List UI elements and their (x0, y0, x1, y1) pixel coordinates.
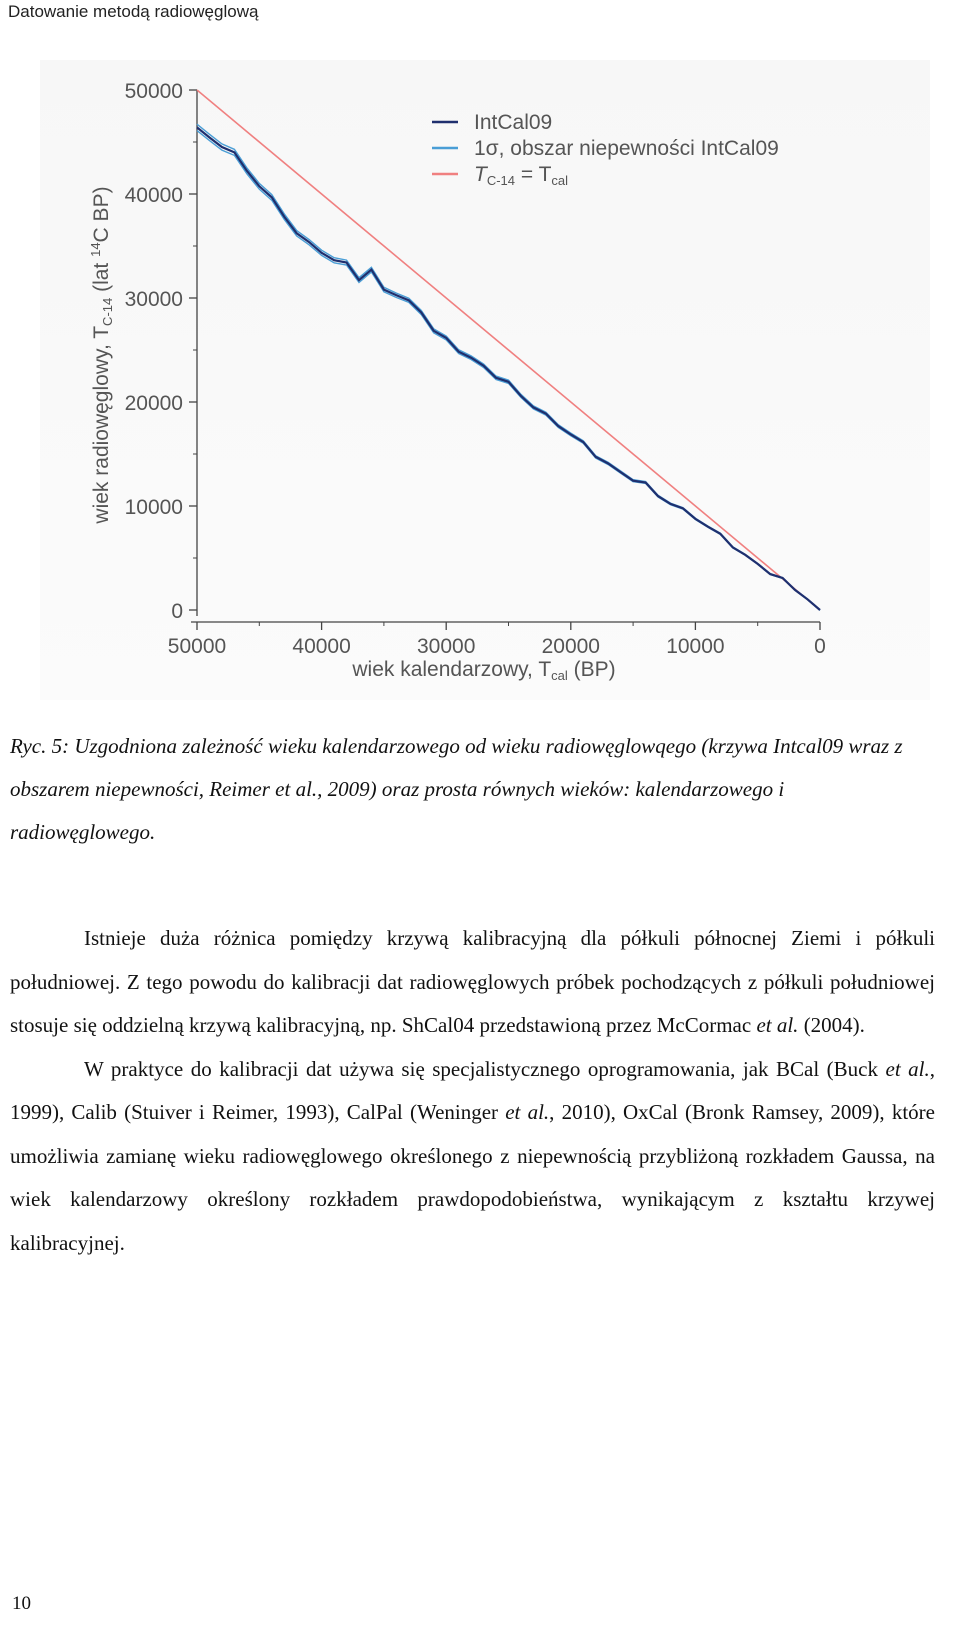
x-tick-label: 30000 (416, 635, 476, 658)
legend-label-intcal09: IntCal09 (474, 111, 553, 134)
y-tick-label: 30000 (124, 288, 183, 311)
x-axis-label: wiek kalendarzowy, Tcal (BP) (352, 658, 616, 683)
paragraph-2-text-c: , 2010), OxCal (Bronk Ramsey, 2009), które umożliwia zamianę wieku radiowęglowego określonego z niepewnością przybliżoną rozkładem Gaussa, na wiek kalendarzowy określony rozkładem prawdopodobieństwa, wynikającym z kształtu krzywej kalibracyjnej. (10, 1100, 935, 1255)
legend-label-uncertainty: 1σ, obszar niepewności IntCal09 (474, 137, 779, 160)
x-tick-label: 10000 (666, 635, 725, 658)
body-text (10, 917, 935, 1265)
paragraph-1-end: (2004). (798, 1013, 865, 1037)
paragraph-1-text: Istnieje duża różnica pomiędzy krzywą kalibracyjną dla półkuli północnej Ziemi i półkuli południowej. Z tego powodu do kalibracji dat radiowęglowych próbek pochodzących z półkuli południowej stosuje się oddzielną krzywą kalibracyjną, np. ShCal04 przedstawioną przez McCormac (10, 926, 935, 1037)
y-tick-label: 10000 (124, 496, 183, 519)
paragraph-1 (10, 917, 935, 1048)
y-tick-label: 20000 (124, 392, 183, 415)
et-al-italic: et al. (505, 1100, 550, 1124)
et-al-italic: et al. (756, 1013, 799, 1037)
et-al-italic: et al. (885, 1056, 930, 1081)
paragraph-2-text-a: W praktyce do kalibracji dat używa się specjalistycznego oprogramowania, jak BCal (Buck (84, 1056, 886, 1081)
y-tick-label: 40000 (124, 184, 183, 207)
y-tick-label: 50000 (124, 80, 183, 103)
y-axis-label: wiek radiowęglowy, TC-14 (lat $^{14}$C BP) (88, 186, 115, 524)
page-number: 10 (12, 1593, 31, 1614)
figure-caption: Ryc. 5: Uzgodniona zależność wieku kalendarzowego od wieku radiowęglowqego (krzywa Intcal09 wraz z obszarem niepewności, Reimer et al., 2009) oraz prosta równych wieków: kalendarzowego i radiowęglowego. (10, 734, 903, 844)
calibration-chart (0, 60, 960, 710)
paragraph-2-text-b: , 1999), Calib (Stuiver i Reimer, 1993), CalPal (Weninger (10, 1056, 935, 1124)
legend-label-equal-line: TC-14 = Tcal (474, 163, 569, 188)
calibration-figure (0, 60, 960, 710)
running-header: Datowanie metodą radiowęglową (8, 2, 259, 21)
x-tick-label: 20000 (541, 635, 601, 658)
x-tick-label: 40000 (292, 635, 351, 658)
y-tick-label: 0 (171, 600, 183, 623)
x-tick-label: 0 (814, 635, 826, 658)
x-tick-label: 50000 (167, 635, 227, 658)
paragraph-2 (10, 1048, 935, 1266)
